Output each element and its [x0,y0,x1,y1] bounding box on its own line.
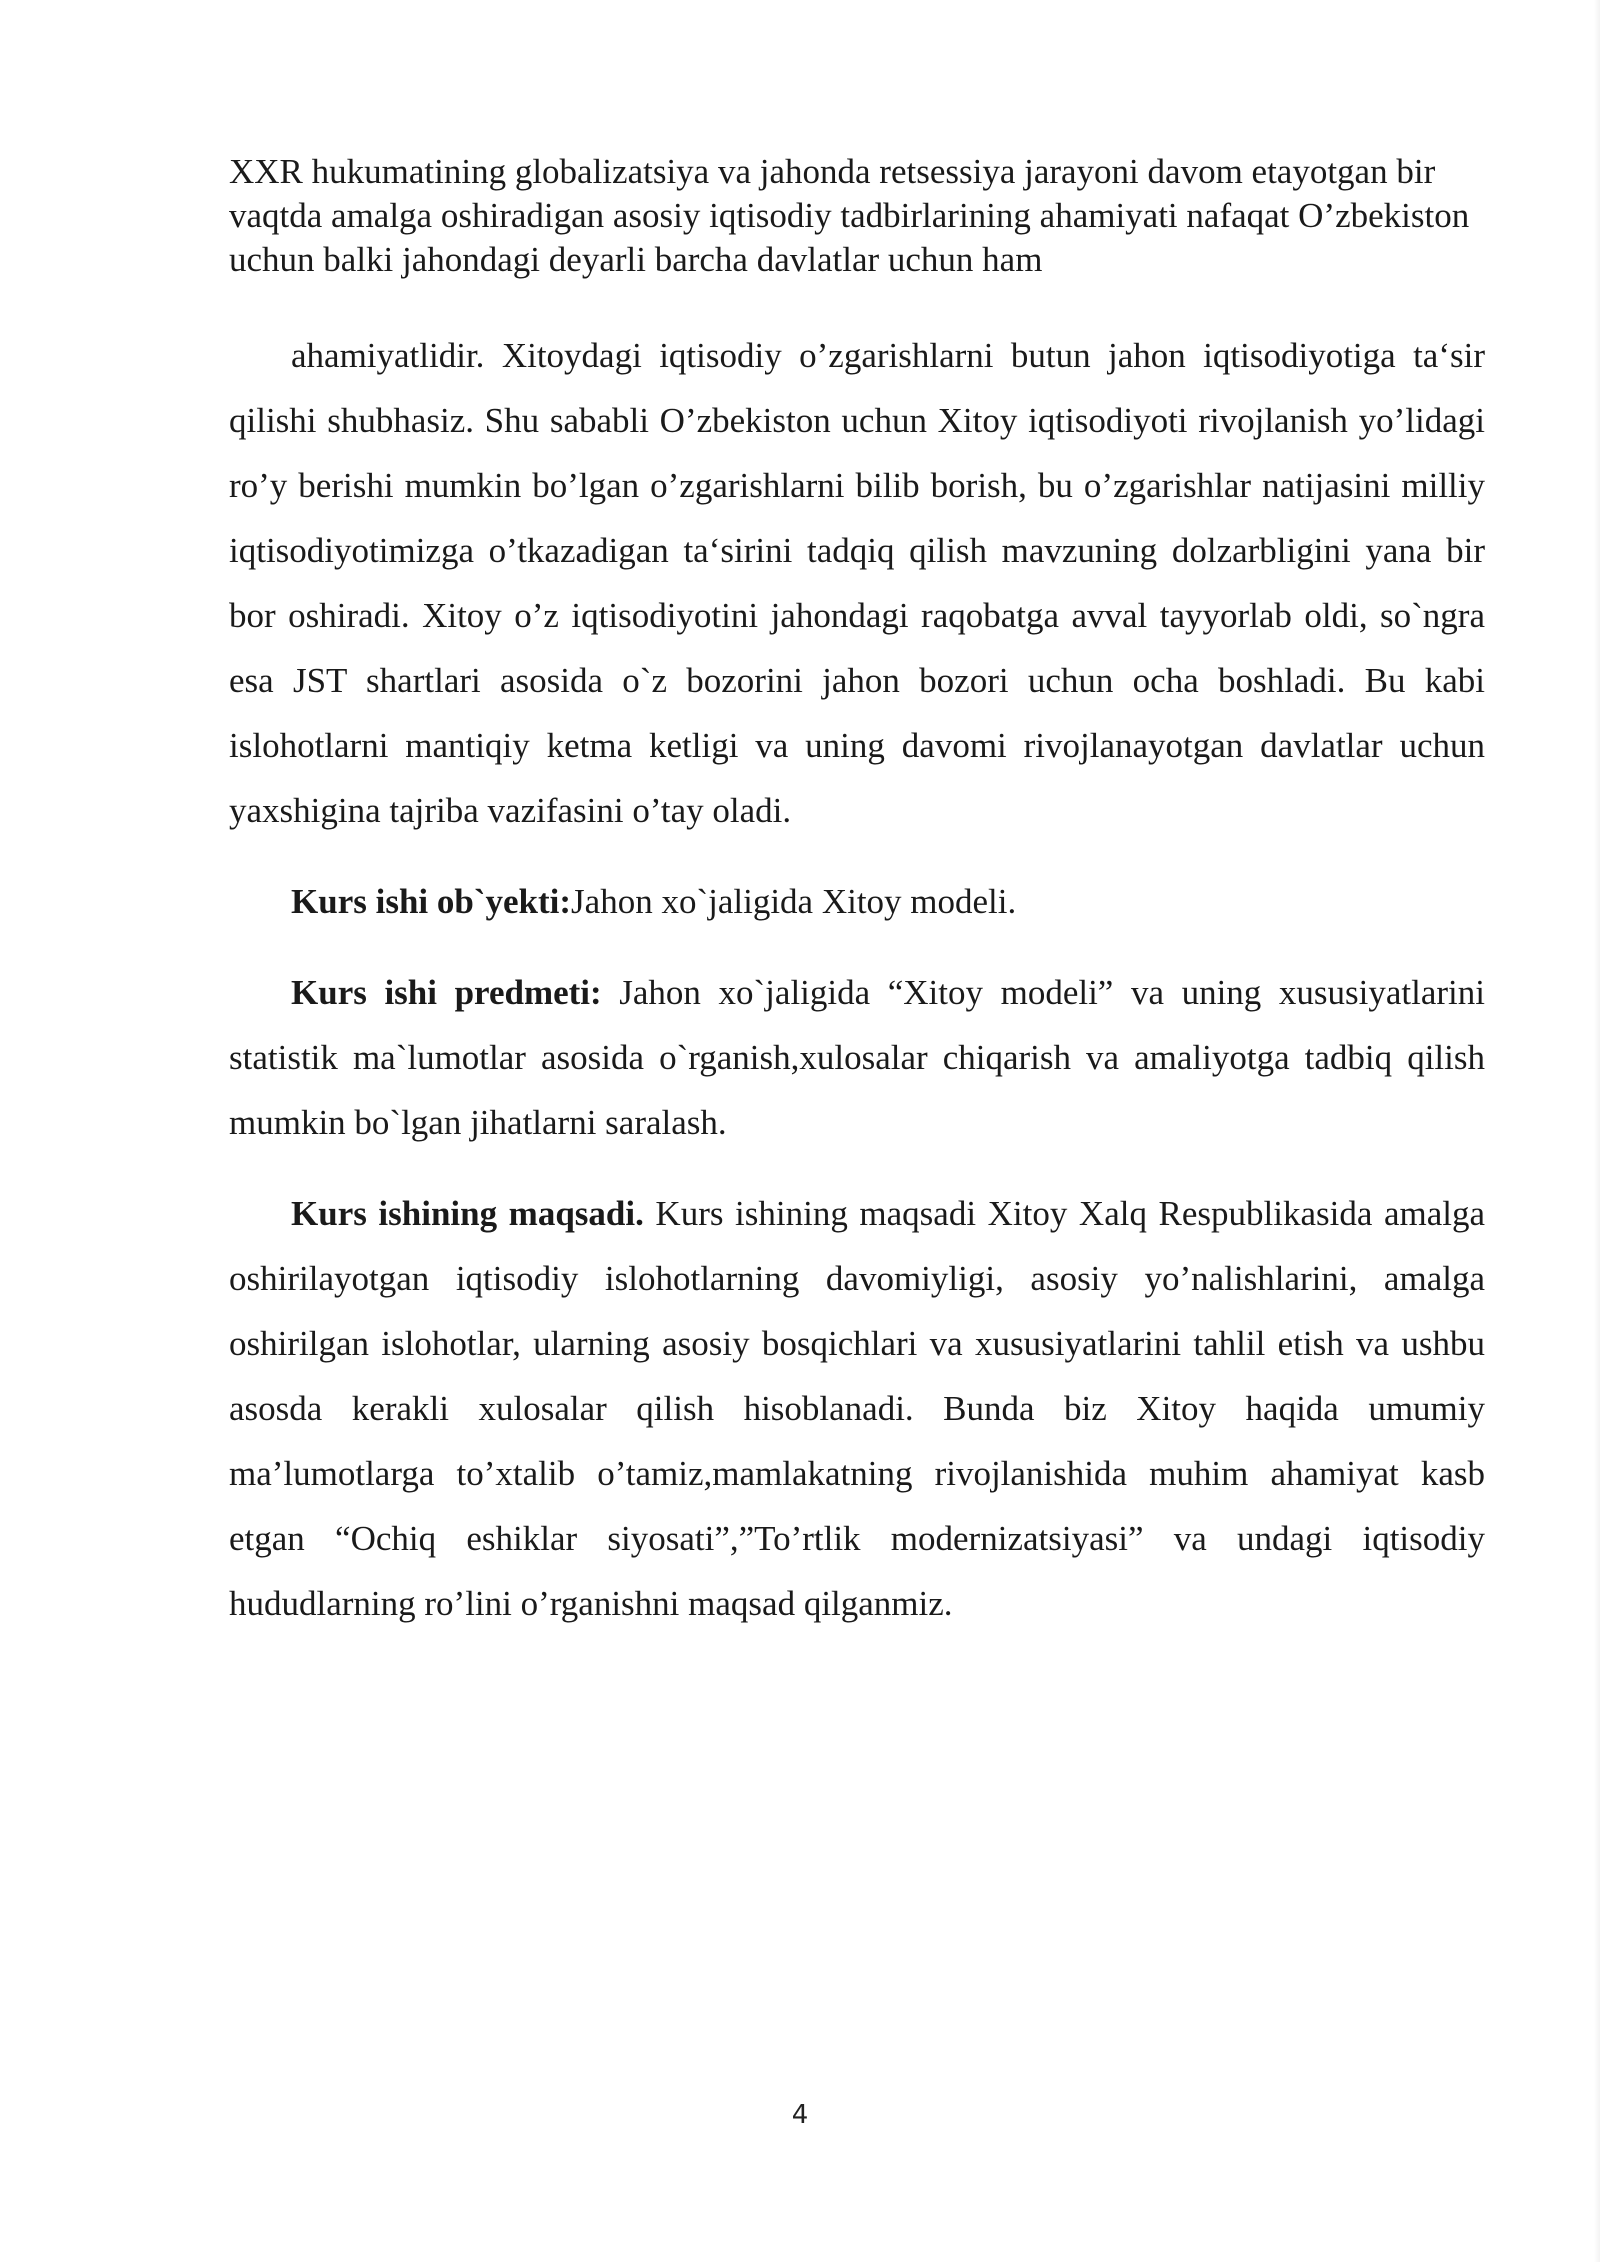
relevance-paragraph: ahamiyatlidir. Xitoydagi iqtisodiy o’zgarishlarni butun jahon iqtisodiyotiga ta‘sir qilishi shubhasiz. Shu sababli O’zbekiston uchun Xitoy iqtisodiyoti rivojlanish yo’lidagi ro’y berishi mumkin bo’lgan o’zgarishlarni bilib borish, bu o’zgarishlar natijasini milliy iqtisodiyotimizga o’tkazadigan ta‘sirini tadqiq qilish mavzuning dolzarbligini yana bir bor oshiradi. Xitoy o’z iqtisodiyotini jahondagi raqobatga avval tayyorlab oldi, so`ngra esa JST shartlari asosida o`z bozorini jahon bozori uchun ocha boshladi. Bu kabi islohotlarni mantiqiy ketma ketligi va uning davomi rivojlanayotgan davlatlar uchun yaxshigina tajriba vazifasini o’tay oladi. [229,336,1485,830]
intro-paragraph: XXR hukumatining globalizatsiya va jahonda retsessiya jarayoni davom etayotgan bir vaqtda amalga oshiradigan asosiy iqtisodiy tadbirlarining ahamiyati nafaqat O’zbekiston uchun balki jahondagi deyarli barcha davlatlar uchun ham [229,152,1470,279]
subject-text: Jahon xo`jaligida “Xitoy modeli” va uning xususiyatlarini statistik ma`lumotlar asosida o`rganish,xulosalar chiqarish va amaliyotga tadbiq qilish mumkin bo`lgan jihatlarni saralash. [229,973,1485,1142]
object-label: Kurs ishi ob`yekti: [291,882,572,921]
goal-text: Kurs ishining maqsadi Xitoy Xalq Respublikasida amalga oshirilayotgan iqtisodiy islohotlarning davomiyligi, asosiy yo’nalishlarini, amalga oshirilgan islohotlar, ularning asosiy bosqichlari va xususiyatlarini tahlil etish va ushbu asosda kerakli xulosalar qilish hisoblanadi. Bunda biz Xitoy haqida umumiy ma’lumotlarga to’xtalib o’tamiz,mamlakatning rivojlanishida muhim ahamiyat kasb etgan “Ochiq eshiklar siyosati”,”To’rtlik modernizatsiyasi” va undagi iqtisodiy hududlarning ro’lini o’rganishni maqsad qilganmiz. [229,1194,1486,1623]
page-number: 4 [791,2100,809,2130]
goal-label: Kurs ishining maqsadi. [291,1194,644,1233]
goal-paragraph [229,1181,1485,1636]
object-text: Jahon xo`jaligida Xitoy modeli. [571,882,1017,921]
subject-label: Kurs ishi predmeti: [291,973,602,1012]
page-body [229,150,1485,1636]
subject-paragraph [229,960,1485,1155]
page-edge [1594,0,1600,2262]
object-paragraph [229,869,1485,934]
